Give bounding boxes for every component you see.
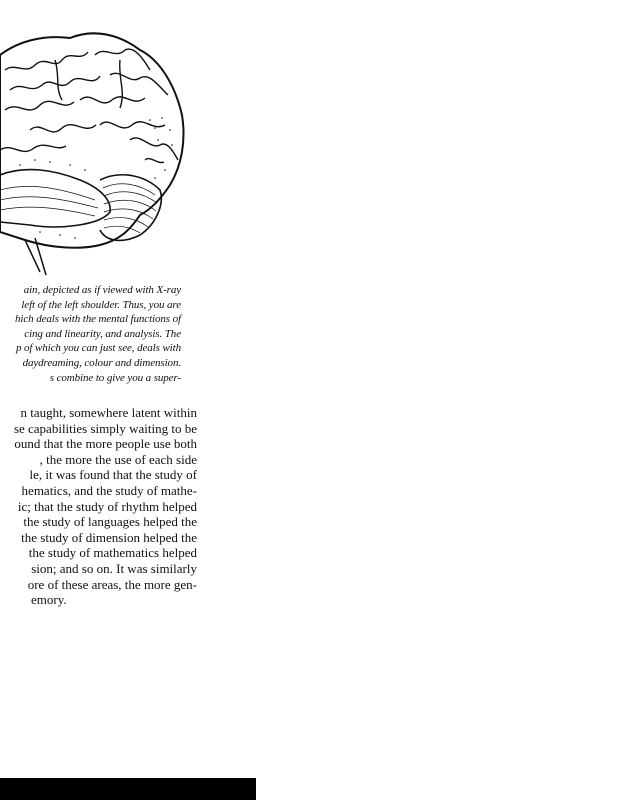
body-line: , the more the use of each side xyxy=(39,451,197,467)
body-line: the study of languages helped the xyxy=(23,514,197,530)
body-line: emory. xyxy=(31,592,67,608)
caption-line: s combine to give you a super- xyxy=(49,371,181,384)
caption-line: p of which you can just see, deals with xyxy=(15,342,181,355)
caption-line: left of the left shoulder. Thus, you are xyxy=(21,298,181,311)
brain-illustration xyxy=(0,0,200,280)
body-line: n taught, somewhere latent within xyxy=(20,405,197,420)
caption-line: ain, depicted as if viewed with X-ray xyxy=(23,284,181,296)
body-line: ic; that the study of rhythm helped xyxy=(17,498,197,514)
body-line: sion; and so on. It was similarly xyxy=(31,561,197,576)
scan-edge-bar xyxy=(0,778,256,800)
body-line: ore of these areas, the more gen- xyxy=(27,576,197,592)
body-line: the study of mathematics helped xyxy=(28,545,197,561)
body-line: hematics, and the study of mathe- xyxy=(21,483,197,498)
body-line: le, it was found that the study of xyxy=(29,467,197,483)
body-line: se capabilities simply waiting to be xyxy=(13,420,197,436)
caption-line: hich deals with the mental functions of xyxy=(15,313,181,326)
caption-line: daydreaming, colour and dimension. xyxy=(22,357,181,369)
caption-line: cing and linearity, and analysis. The xyxy=(24,327,181,340)
body-line: ound that the more people use both xyxy=(14,436,197,452)
body-line: the study of dimension helped the xyxy=(21,529,197,545)
